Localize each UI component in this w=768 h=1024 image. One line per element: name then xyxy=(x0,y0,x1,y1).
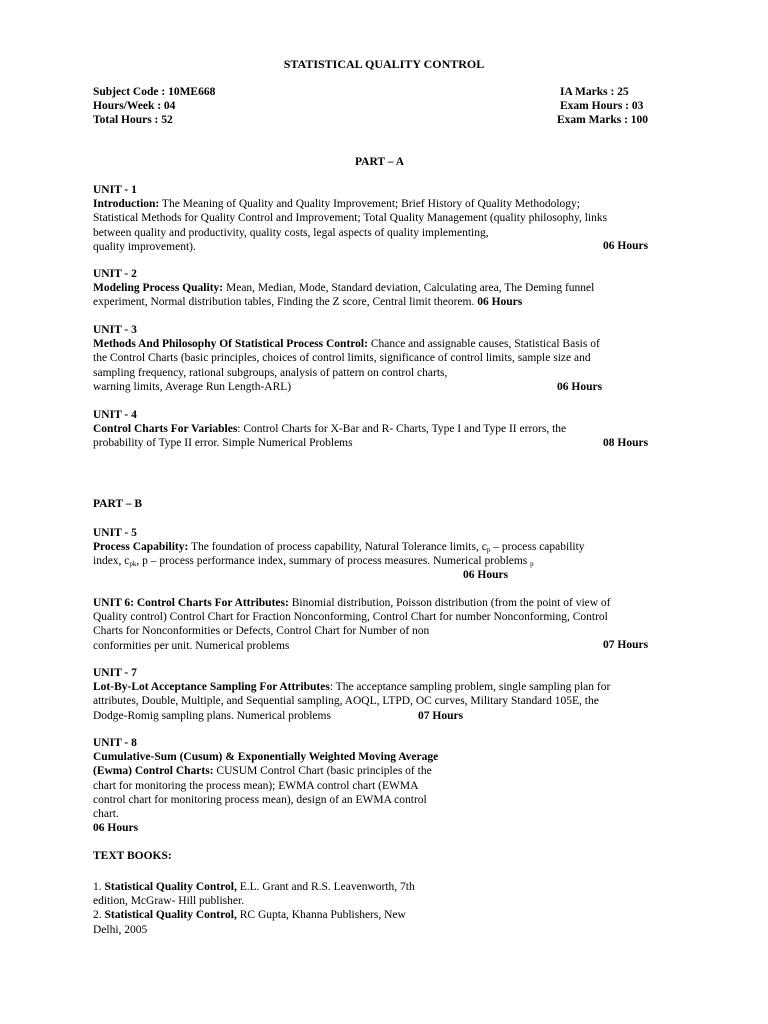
unit-7-line-1: Lot-By-Lot Acceptance Sampling For Attributes: The acceptance sampling problem, single sampling plan for xyxy=(93,681,611,694)
unit-4-line-1: Control Charts For Variables: Control Charts for X-Bar and R- Charts, Type I and Type II errors, the xyxy=(93,423,567,436)
unit-3-line-1: Methods And Philosophy Of Statistical Process Control: Chance and assignable causes, Statistical Basis of xyxy=(93,338,600,351)
unit-5-line-2: index, $c_{pk}$, p – process performance index, summary of process measures. Numerical problems $_p$ xyxy=(93,555,534,569)
unit-2-hours: 06 Hours xyxy=(477,296,523,309)
unit-4-heading: UNIT - 4 xyxy=(93,409,137,421)
subject-code: Subject Code : 10ME668 xyxy=(93,86,216,98)
book-2: 2. Statistical Quality Control, RC Gupta, Khanna Publishers, New xyxy=(93,909,406,922)
book-1-line-2: edition, McGraw- Hill publisher. xyxy=(93,895,245,908)
unit-5-heading: UNIT - 5 xyxy=(93,527,137,539)
unit-4-line-2: probability of Type II error. Simple Numerical Problems xyxy=(93,437,353,450)
unit-5-line-1: Process Capability: The foundation of process capability, Natural Tolerance limits, $c_p$ – process capability xyxy=(93,541,585,555)
unit-5-hours: 06 Hours xyxy=(463,569,509,581)
unit-8-line-5: chart. xyxy=(93,807,119,820)
unit-1-line-4: quality improvement). xyxy=(93,240,196,253)
unit-2-line-1: Modeling Process Quality: Mean, Median, Mode, Standard deviation, Calculating area, The Deming funnel xyxy=(93,282,595,295)
unit-2-line-2: experiment, Normal distribution tables, Finding the Z score, Central limit theorem. 06 Hours xyxy=(93,296,523,309)
unit-4-hours: 08 Hours xyxy=(603,437,649,449)
unit-8-heading: UNIT - 8 xyxy=(93,737,137,749)
unit-6-heading: UNIT 6: Control Charts For Attributes: xyxy=(93,597,289,609)
unit-1-line-2: Statistical Methods for Quality Control and Improvement; Total Quality Management (quality philosophy, links xyxy=(93,212,608,225)
part-b-heading: PART – B xyxy=(93,498,143,510)
unit-8-line-2: (Ewma) Control Charts: CUSUM Control Chart (basic principles of the xyxy=(93,765,432,778)
unit-8-line-4: control chart for monitoring process mean), design of an EWMA control xyxy=(93,793,427,806)
unit-5 xyxy=(93,526,668,569)
unit-4 xyxy=(93,408,668,451)
unit-8-hours: 06 Hours xyxy=(93,822,139,835)
unit-1 xyxy=(93,183,668,254)
unit-8-line-3: chart for monitoring the process mean); EWMA control chart (EWMA xyxy=(93,779,419,792)
unit-8-line-1: Cumulative-Sum (Cusum) & Exponentially Weighted Moving Average xyxy=(93,751,439,764)
unit-6-line-4: conformities per unit. Numerical problems xyxy=(93,639,290,652)
unit-3-hours: 06 Hours xyxy=(557,381,603,393)
unit-7-line-3: Dodge-Romig sampling plans. Numerical problems xyxy=(93,709,331,722)
text-books-list xyxy=(93,880,668,937)
unit-6 xyxy=(93,596,668,653)
total-hours: Total Hours : 52 xyxy=(93,114,173,126)
unit-6-line-3: Charts for Nonconformities or Defects, Control Chart for Number of non xyxy=(93,625,430,638)
unit-1-heading: UNIT - 1 xyxy=(93,184,137,196)
exam-marks: Exam Marks : 100 xyxy=(557,114,649,126)
unit-7-hours: 07 Hours xyxy=(418,710,464,722)
hours-week: Hours/Week : 04 xyxy=(93,100,176,112)
book-2-line-2: Delhi, 2005 xyxy=(93,923,148,936)
page-title: STATISTICAL QUALITY CONTROL xyxy=(283,57,485,71)
unit-7 xyxy=(93,666,668,723)
unit-2 xyxy=(93,267,668,310)
unit-7-line-2: attributes, Double, Multiple, and Sequential sampling, AOQL, LTPD, OC curves, Military Standard 105E, the xyxy=(93,695,599,708)
part-a-heading: PART – A xyxy=(355,156,405,168)
unit-2-heading: UNIT - 2 xyxy=(93,268,137,280)
unit-1-line-3: between quality and productivity, quality costs, legal aspects of quality implementing, xyxy=(93,226,489,239)
exam-hours: Exam Hours : 03 xyxy=(560,100,644,112)
unit-3-line-2: the Control Charts (basic principles, choices of control limits, significance of control limits, sample size and xyxy=(93,352,591,365)
unit-6-line-2: Quality control) Control Chart for Fraction Nonconforming, Control Chart for number Nonconforming, Control xyxy=(93,611,608,624)
unit-7-heading: UNIT - 7 xyxy=(93,667,137,679)
unit-3-heading: UNIT - 3 xyxy=(93,324,137,336)
book-1: 1. Statistical Quality Control, E.L. Grant and R.S. Leavenworth, 7th xyxy=(93,881,415,893)
ia-marks: IA Marks : 25 xyxy=(560,86,629,98)
unit-6-hours: 07 Hours xyxy=(603,639,649,651)
unit-8 xyxy=(93,736,668,835)
text-books-heading: TEXT BOOKS: xyxy=(93,850,172,862)
unit-1-line-1: Introduction: The Meaning of Quality and Quality Improvement; Brief History of Quality Methodology; xyxy=(93,198,580,211)
unit-6-line-1: UNIT 6: Control Charts For Attributes: Binomial distribution, Poisson distribution (from the point of view of xyxy=(93,597,611,609)
unit-3-line-3: sampling frequency, rational subgroups, analysis of pattern on control charts, xyxy=(93,366,448,379)
unit-1-hours: 06 Hours xyxy=(603,240,649,252)
unit-3-line-4: warning limits, Average Run Length-ARL) xyxy=(93,380,292,393)
